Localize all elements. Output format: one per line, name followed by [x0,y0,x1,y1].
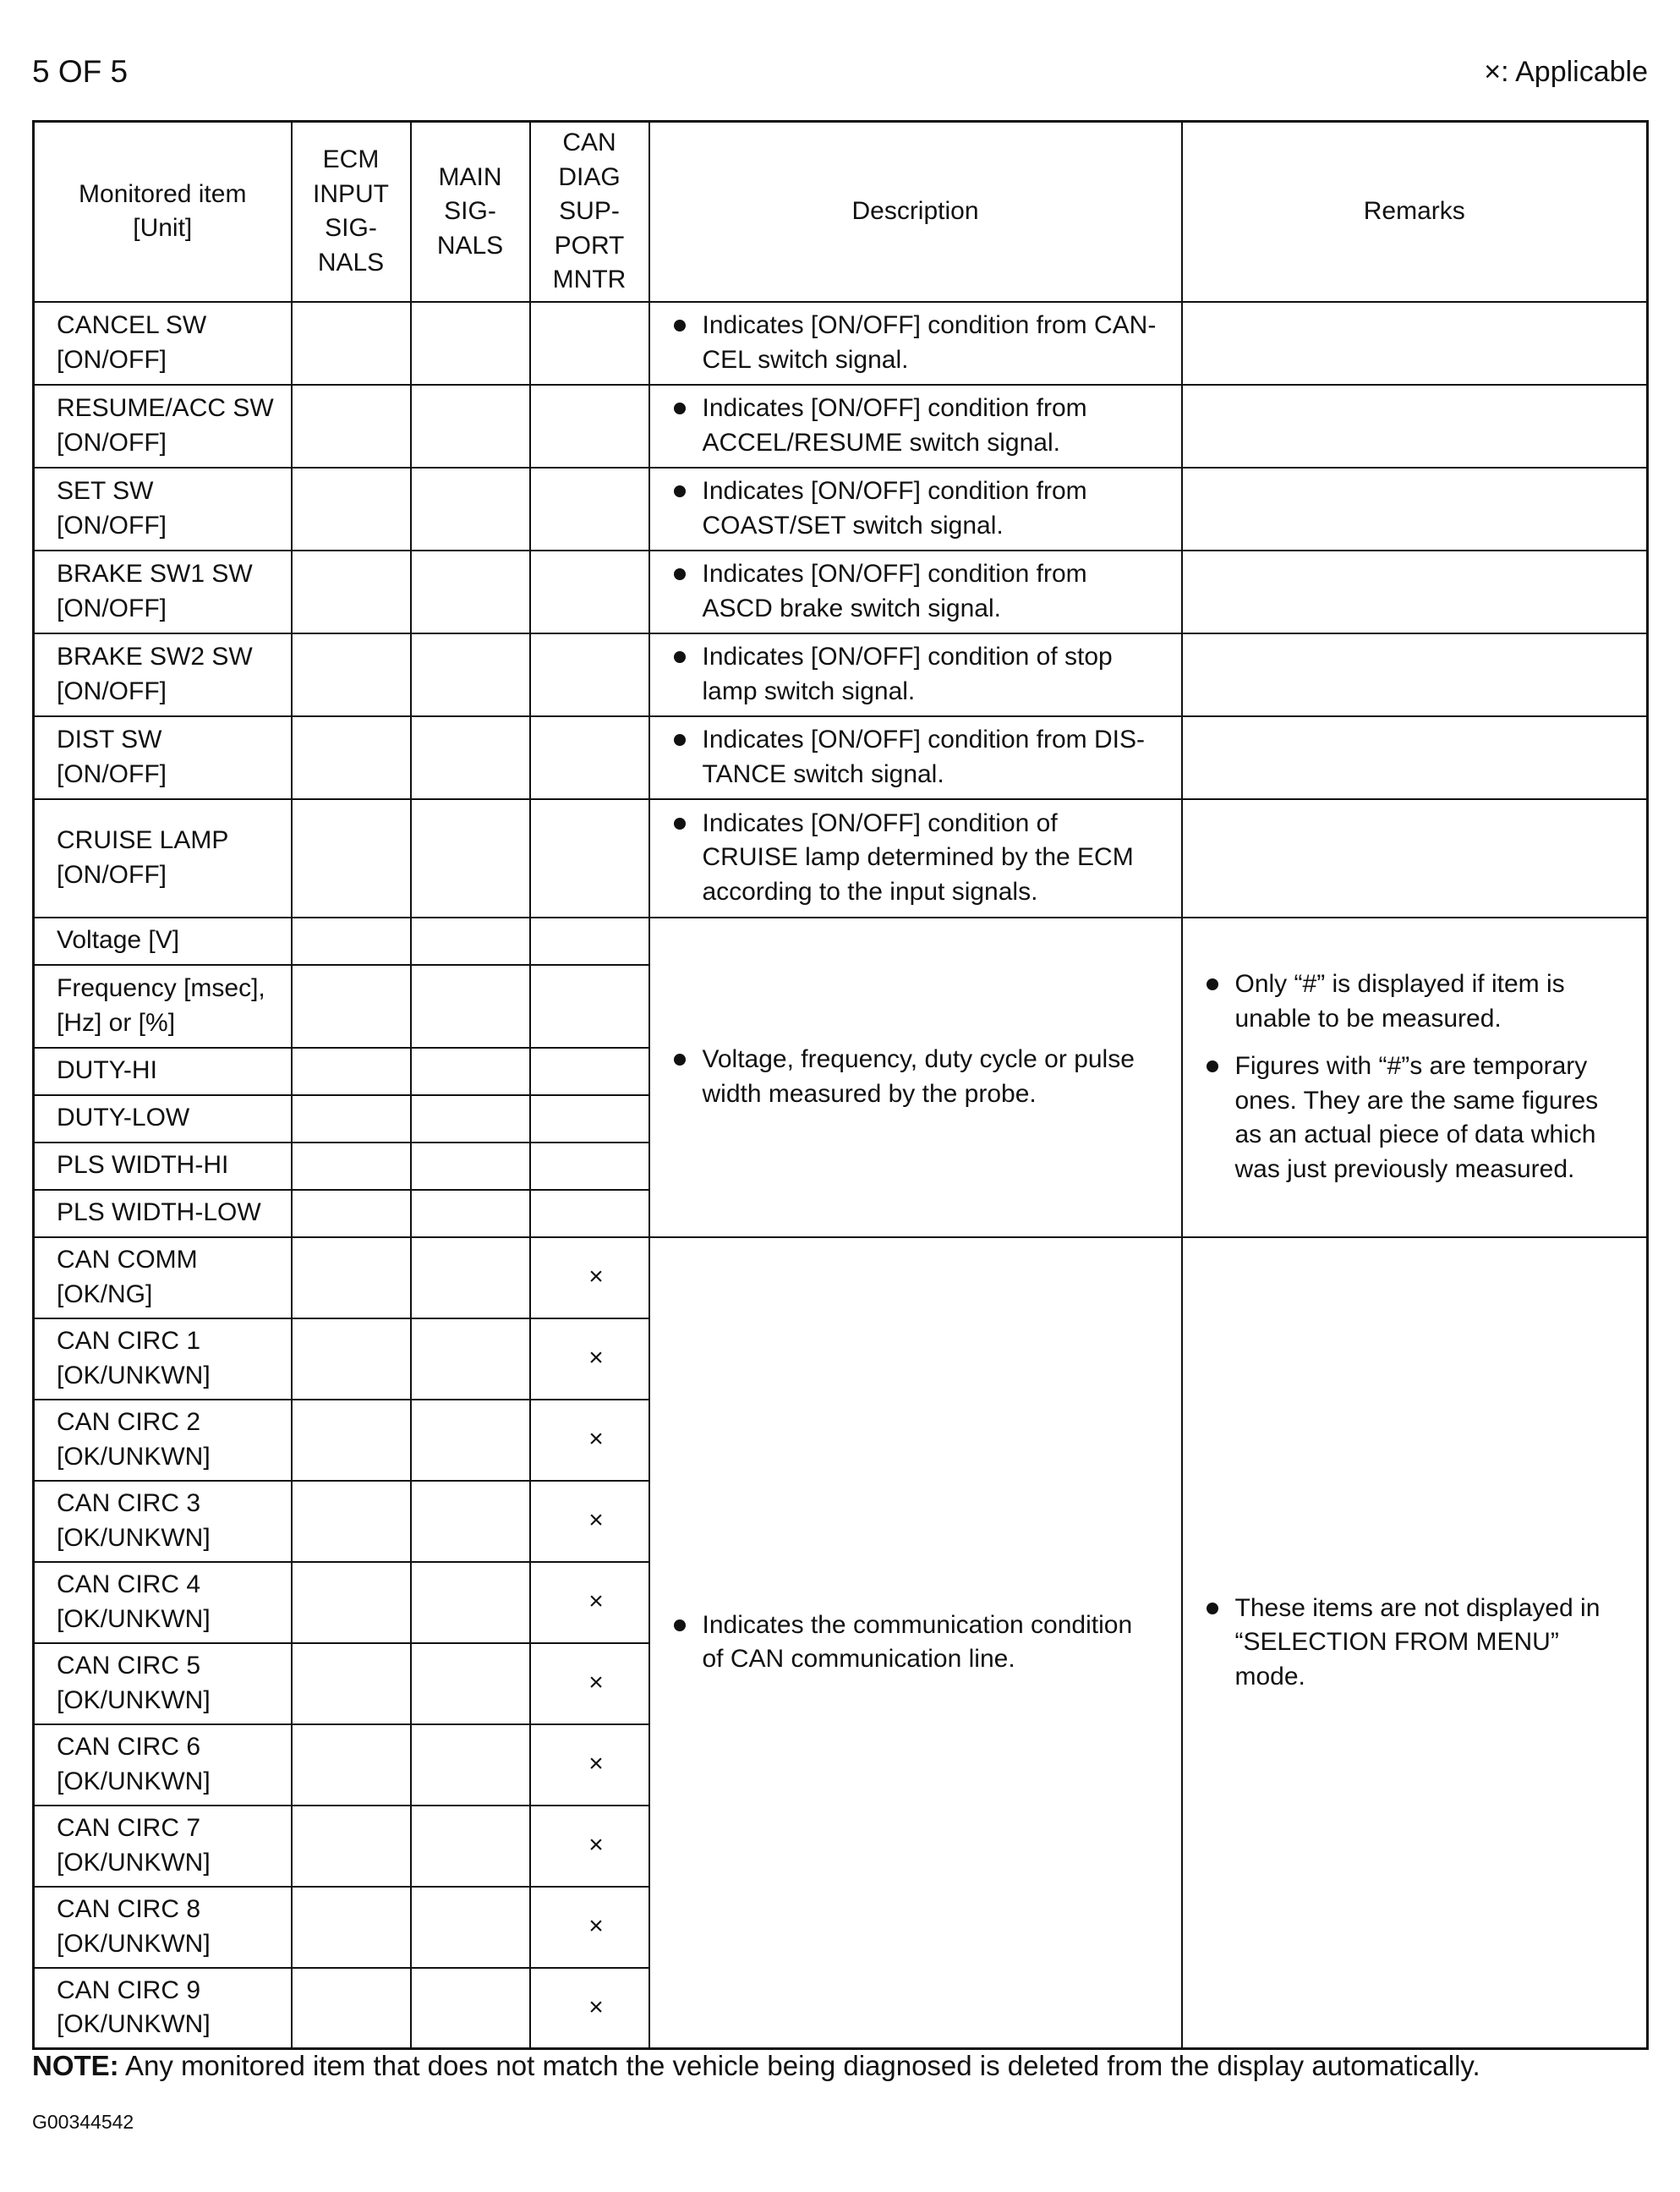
main-signals-cell [411,1237,530,1318]
monitored-item-cell: CAN CIRC 8 [OK/UNKWN] [34,1887,292,1968]
main-signals-cell [411,468,530,551]
can-diag-mark: × [530,1643,649,1724]
footnote [32,2050,1480,2082]
ecm-input-cell [292,302,411,385]
description-list [672,1608,1173,1677]
main-signals-cell [411,1400,530,1481]
bullet-item: Indicates [ON/OFF] condition from ASCD brake switch signal. [672,557,1173,626]
description-cell [649,385,1182,468]
monitor-item-table [32,120,1649,2050]
bullet-item: Indicates [ON/OFF] condition from COAST/SET switch signal. [672,474,1173,543]
monitored-item-cell: Frequency [msec], [Hz] or [%] [34,965,292,1048]
ecm-input-cell [292,1143,411,1190]
probe-remarks-cell [1182,918,1648,1237]
monitored-item-cell: CAN CIRC 9 [OK/UNKWN] [34,1968,292,2049]
bullet-item: Only “#” is displayed if item is unable to be measured. [1205,967,1639,1036]
monitored-item-cell: CAN CIRC 2 [OK/UNKWN] [34,1400,292,1481]
main-signals-cell [411,1724,530,1806]
description-cell [649,302,1182,385]
monitored-item-cell: PLS WIDTH-HI [34,1143,292,1190]
table-row [34,385,1648,468]
header-main-signals: MAIN SIG- NALS [411,122,530,302]
table-row [34,799,1648,918]
remarks-cell [1182,385,1648,468]
header-monitored-item: Monitored item [Unit] [34,122,292,302]
main-signals-cell [411,1481,530,1562]
main-signals-cell [411,1806,530,1887]
monitored-item-cell: DUTY-LOW [34,1095,292,1143]
ecm-input-cell [292,1968,411,2049]
applicable-legend: ×: Applicable [1484,56,1648,88]
header-can-diag-support-mntr: CAN DIAG SUP- PORT MNTR [530,122,649,302]
ecm-input-cell [292,1806,411,1887]
ecm-input-cell [292,1643,411,1724]
table-row [34,302,1648,385]
can-diag-mark: × [530,1968,649,2049]
description-list [672,640,1173,709]
monitored-item-cell: RESUME/ACC SW [ON/OFF] [34,385,292,468]
remarks-cell [1182,716,1648,799]
can-diag-cell [530,633,649,716]
ecm-input-cell [292,1562,411,1643]
can-diag-cell [530,716,649,799]
description-cell [649,551,1182,633]
ecm-input-cell [292,468,411,551]
main-signals-cell [411,1643,530,1724]
can-diag-mark: × [530,1481,649,1562]
ecm-input-cell [292,1237,411,1318]
ecm-input-cell [292,1400,411,1481]
monitored-item-cell: SET SW [ON/OFF] [34,468,292,551]
table-row [34,551,1648,633]
bullet-item: Voltage, frequency, duty cycle or pulse width measured by the probe. [672,1043,1173,1111]
main-signals-cell [411,302,530,385]
ecm-input-cell [292,1190,411,1237]
header-ecm-input-signals: ECM INPUT SIG- NALS [292,122,411,302]
can-diag-mark: × [530,1318,649,1400]
ecm-input-cell [292,965,411,1048]
remarks-cell [1182,633,1648,716]
main-signals-cell [411,1190,530,1237]
description-list [672,807,1173,910]
monitored-item-cell: Voltage [V] [34,918,292,965]
main-signals-cell [411,799,530,918]
remarks-cell [1182,468,1648,551]
note-label: NOTE: [32,2050,119,2081]
table-row [34,716,1648,799]
can-remarks-cell [1182,1237,1648,2049]
monitored-item-cell: CRUISE LAMP [ON/OFF] [34,799,292,918]
main-signals-cell [411,633,530,716]
monitored-item-cell: CAN CIRC 7 [OK/UNKWN] [34,1806,292,1887]
can-diag-mark: × [530,1562,649,1643]
main-signals-cell [411,385,530,468]
can-diag-cell [530,918,649,965]
can-diag-mark: × [530,1400,649,1481]
description-cell [649,468,1182,551]
table-row [34,918,1648,965]
monitored-item-cell: CANCEL SW [ON/OFF] [34,302,292,385]
ecm-input-cell [292,1318,411,1400]
main-signals-cell [411,1562,530,1643]
header-remarks: Remarks [1182,122,1648,302]
can-diag-mark: × [530,1237,649,1318]
remarks-list [1205,967,1639,1186]
can-diag-cell [530,1143,649,1190]
bullet-item: Indicates [ON/OFF] condition from DIS- TANCE switch signal. [672,723,1173,792]
can-diag-cell [530,385,649,468]
can-diag-cell [530,1190,649,1237]
bullet-item: Figures with “#”s are temporary ones. They are the same figures as an actual piece of data which was just previously measured. [1205,1049,1639,1186]
main-signals-cell [411,1143,530,1190]
description-list [672,557,1173,626]
description-list [672,1043,1173,1111]
main-signals-cell [411,1048,530,1095]
ecm-input-cell [292,551,411,633]
can-description-cell [649,1237,1182,2049]
can-diag-mark: × [530,1887,649,1968]
page-number: 5 OF 5 [32,54,129,89]
can-diag-cell [530,965,649,1048]
can-diag-cell [530,1048,649,1095]
probe-description-cell [649,918,1182,1237]
ecm-input-cell [292,1887,411,1968]
ecm-input-cell [292,1481,411,1562]
bullet-item: Indicates [ON/OFF] condition from ACCEL/RESUME switch signal. [672,392,1173,460]
main-signals-cell [411,965,530,1048]
table-row [34,633,1648,716]
description-list [672,309,1173,377]
can-diag-cell [530,468,649,551]
ecm-input-cell [292,1724,411,1806]
table-row [34,1237,1648,1318]
description-cell [649,716,1182,799]
monitored-item-cell: CAN CIRC 1 [OK/UNKWN] [34,1318,292,1400]
remarks-cell [1182,551,1648,633]
bullet-item: Indicates [ON/OFF] condition from CAN- CEL switch signal. [672,309,1173,377]
header-description: Description [649,122,1182,302]
bullet-item: Indicates [ON/OFF] condition of stop lamp switch signal. [672,640,1173,709]
bullet-item: Indicates [ON/OFF] condition of CRUISE lamp determined by the ECM according to the input signals. [672,807,1173,910]
bullet-item: Indicates the communication condition of CAN communication line. [672,1608,1173,1677]
monitored-item-cell: CAN CIRC 3 [OK/UNKWN] [34,1481,292,1562]
ecm-input-cell [292,633,411,716]
remarks-list [1205,1592,1639,1695]
description-cell [649,633,1182,716]
main-signals-cell [411,1968,530,2049]
remarks-cell [1182,302,1648,385]
monitored-item-cell: CAN COMM [OK/NG] [34,1237,292,1318]
description-list [672,392,1173,460]
ecm-input-cell [292,799,411,918]
can-diag-cell [530,551,649,633]
can-diag-cell [530,302,649,385]
can-diag-mark: × [530,1724,649,1806]
monitored-item-cell: BRAKE SW1 SW [ON/OFF] [34,551,292,633]
main-signals-cell [411,918,530,965]
can-diag-cell [530,799,649,918]
description-cell [649,799,1182,918]
ecm-input-cell [292,716,411,799]
note-text: Any monitored item that does not match the vehicle being diagnosed is deleted from the display automatically. [118,2050,1480,2081]
monitored-item-cell: PLS WIDTH-LOW [34,1190,292,1237]
ecm-input-cell [292,1095,411,1143]
remarks-cell [1182,799,1648,918]
ecm-input-cell [292,1048,411,1095]
table-row [34,468,1648,551]
description-list [672,474,1173,543]
ecm-input-cell [292,918,411,965]
bullet-item: These items are not displayed in “SELECTION FROM MENU” mode. [1205,1592,1639,1695]
main-signals-cell [411,1887,530,1968]
monitored-item-cell: CAN CIRC 5 [OK/UNKWN] [34,1643,292,1724]
figure-code: G00344542 [32,2111,134,2133]
monitored-item-cell: DUTY-HI [34,1048,292,1095]
main-signals-cell [411,1318,530,1400]
can-diag-mark: × [530,1806,649,1887]
monitored-item-cell: CAN CIRC 4 [OK/UNKWN] [34,1562,292,1643]
can-diag-cell [530,1095,649,1143]
monitored-item-cell: DIST SW [ON/OFF] [34,716,292,799]
ecm-input-cell [292,385,411,468]
monitored-item-cell: BRAKE SW2 SW [ON/OFF] [34,633,292,716]
monitored-item-cell: CAN CIRC 6 [OK/UNKWN] [34,1724,292,1806]
description-list [672,723,1173,792]
table-header-row [34,122,1648,302]
main-signals-cell [411,716,530,799]
main-signals-cell [411,1095,530,1143]
main-signals-cell [411,551,530,633]
